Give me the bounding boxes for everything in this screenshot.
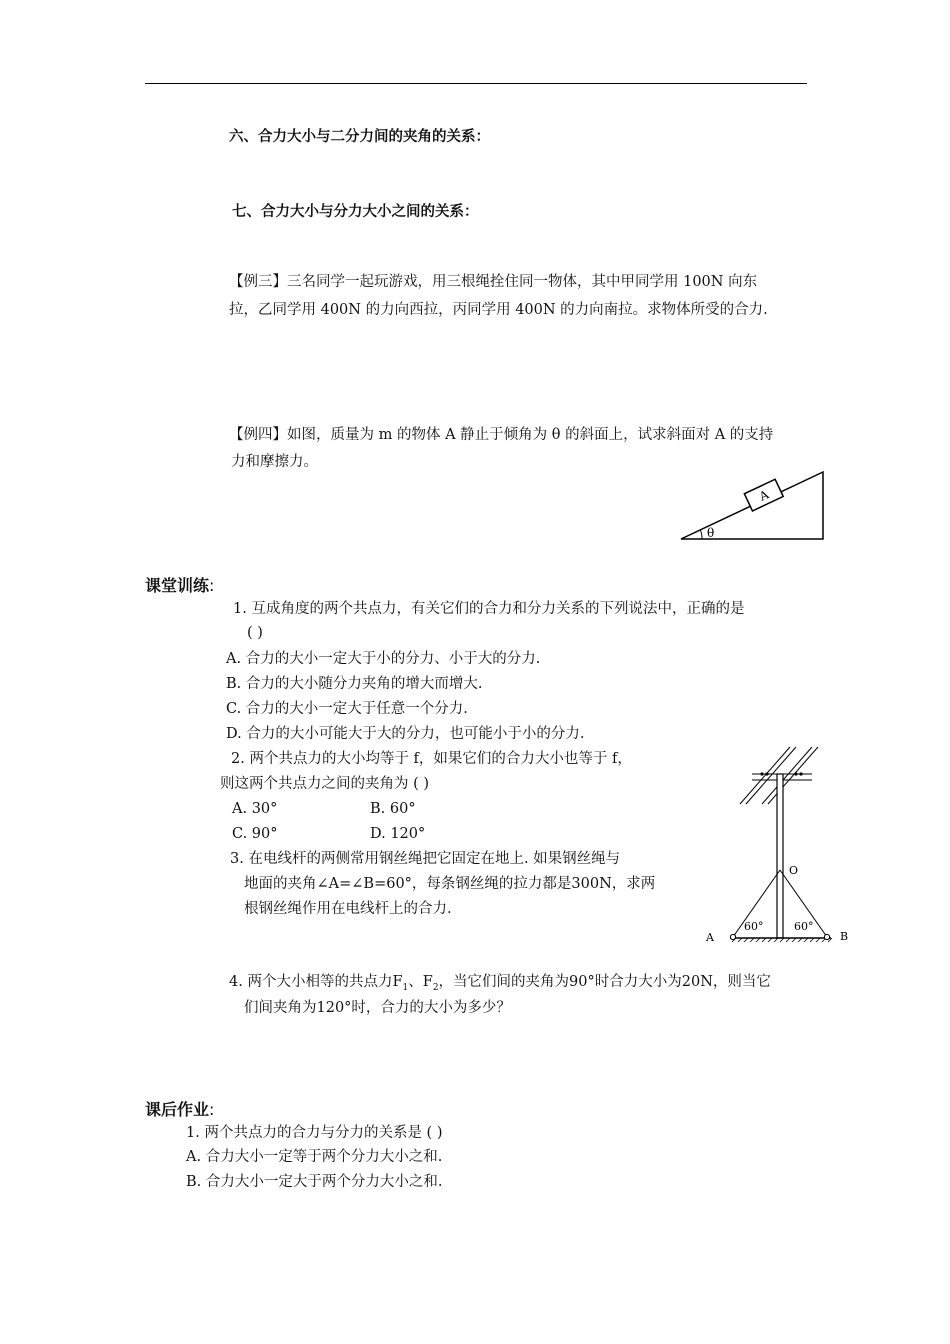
- homework-title-colon: :: [209, 1100, 215, 1119]
- pole-figure: [700, 744, 855, 944]
- q2-line1: 2. 两个共点力的大小均等于 f，如果它们的合力大小也等于 f，: [231, 751, 632, 767]
- angle-arc: [701, 531, 703, 540]
- hw-q1-option-b: B. 合力大小一定大于两个分力大小之和.: [186, 1174, 443, 1190]
- q2-option-d: D. 120°: [370, 826, 426, 842]
- q4-line2: 们间夹角为120°时，合力的大小为多少？: [244, 1000, 511, 1016]
- anchor-b: [824, 934, 829, 939]
- q1-option-d: D. 合力的大小可能大于大的分力，也可能小于小的分力.: [226, 726, 585, 742]
- angle-label-b: 60°: [794, 920, 814, 933]
- q3-line2: 地面的夹角∠A=∠B=60°，每条钢丝绳的拉力都是300N，求两: [244, 876, 656, 892]
- label-o: O: [789, 864, 799, 877]
- hw-q1-option-a: A. 合力大小一定等于两个分力大小之和.: [186, 1149, 443, 1165]
- classwork-title-colon: :: [209, 576, 215, 595]
- q1-option-c: C. 合力的大小一定大于任意一个分力.: [226, 701, 468, 717]
- q1-answer-paren: ( ): [247, 625, 263, 641]
- label-b: B: [840, 930, 849, 943]
- label-a: A: [706, 931, 714, 944]
- header-rule: [145, 83, 807, 84]
- example3-line2: 拉，乙同学用 400N 的力向西拉，丙同学用 400N 的力向南拉。求物体所受的合力.: [229, 302, 768, 318]
- q3-line1: 3. 在电线杆的两侧常用钢丝绳把它固定在地上. 如果钢丝绳与: [230, 851, 621, 867]
- q1-stem: 1. 互成角度的两个共点力，有关它们的合力和分力关系的下列说法中，正确的是: [233, 601, 745, 617]
- block-a-label: A: [757, 487, 771, 504]
- q1-option-b: B. 合力的大小随分力夹角的增大而增大.: [226, 676, 483, 692]
- heading-seven: 七、合力大小与分力大小之间的关系：: [232, 204, 479, 220]
- homework-title: 课后作业:: [145, 1100, 215, 1119]
- q2-option-a: A. 30°: [232, 801, 278, 817]
- q4-line1: 4. 两个大小相等的共点力$F_1$、$F_2$，当它们间的夹角为90°时合力大小为20N，则当它: [229, 974, 771, 993]
- q2-option-b: B. 60°: [370, 801, 416, 817]
- heading-six: 六、合力大小与二分力间的夹角的关系：: [229, 129, 490, 145]
- pole: [777, 774, 783, 938]
- anchor-a: [730, 934, 735, 939]
- example4-line1: 【例四】如图，质量为 m 的物体 A 静止于倾角为 θ 的斜面上，试求斜面对 A 的支持: [229, 427, 774, 443]
- example3-line1: 【例三】三名同学一起玩游戏，用三根绳拴住同一物体，其中甲同学用 100N 向东: [229, 274, 758, 290]
- theta-label: θ: [707, 526, 715, 540]
- angle-label-a: 60°: [744, 920, 764, 933]
- example4-line2: 力和摩擦力。: [231, 454, 318, 470]
- q3-line3: 根钢丝绳作用在电线杆上的合力.: [244, 901, 452, 917]
- q2-option-c: C. 90°: [232, 826, 278, 842]
- incline-figure: [676, 466, 828, 544]
- q2-line2: 则这两个共点力之间的夹角为 ( ): [220, 776, 430, 792]
- hw-q1-stem: 1. 两个共点力的合力与分力的关系是 ( ): [186, 1125, 443, 1141]
- classwork-title: 课堂训练:: [145, 576, 215, 595]
- q1-option-a: A. 合力的大小一定大于小的分力、小于大的分力.: [226, 651, 541, 667]
